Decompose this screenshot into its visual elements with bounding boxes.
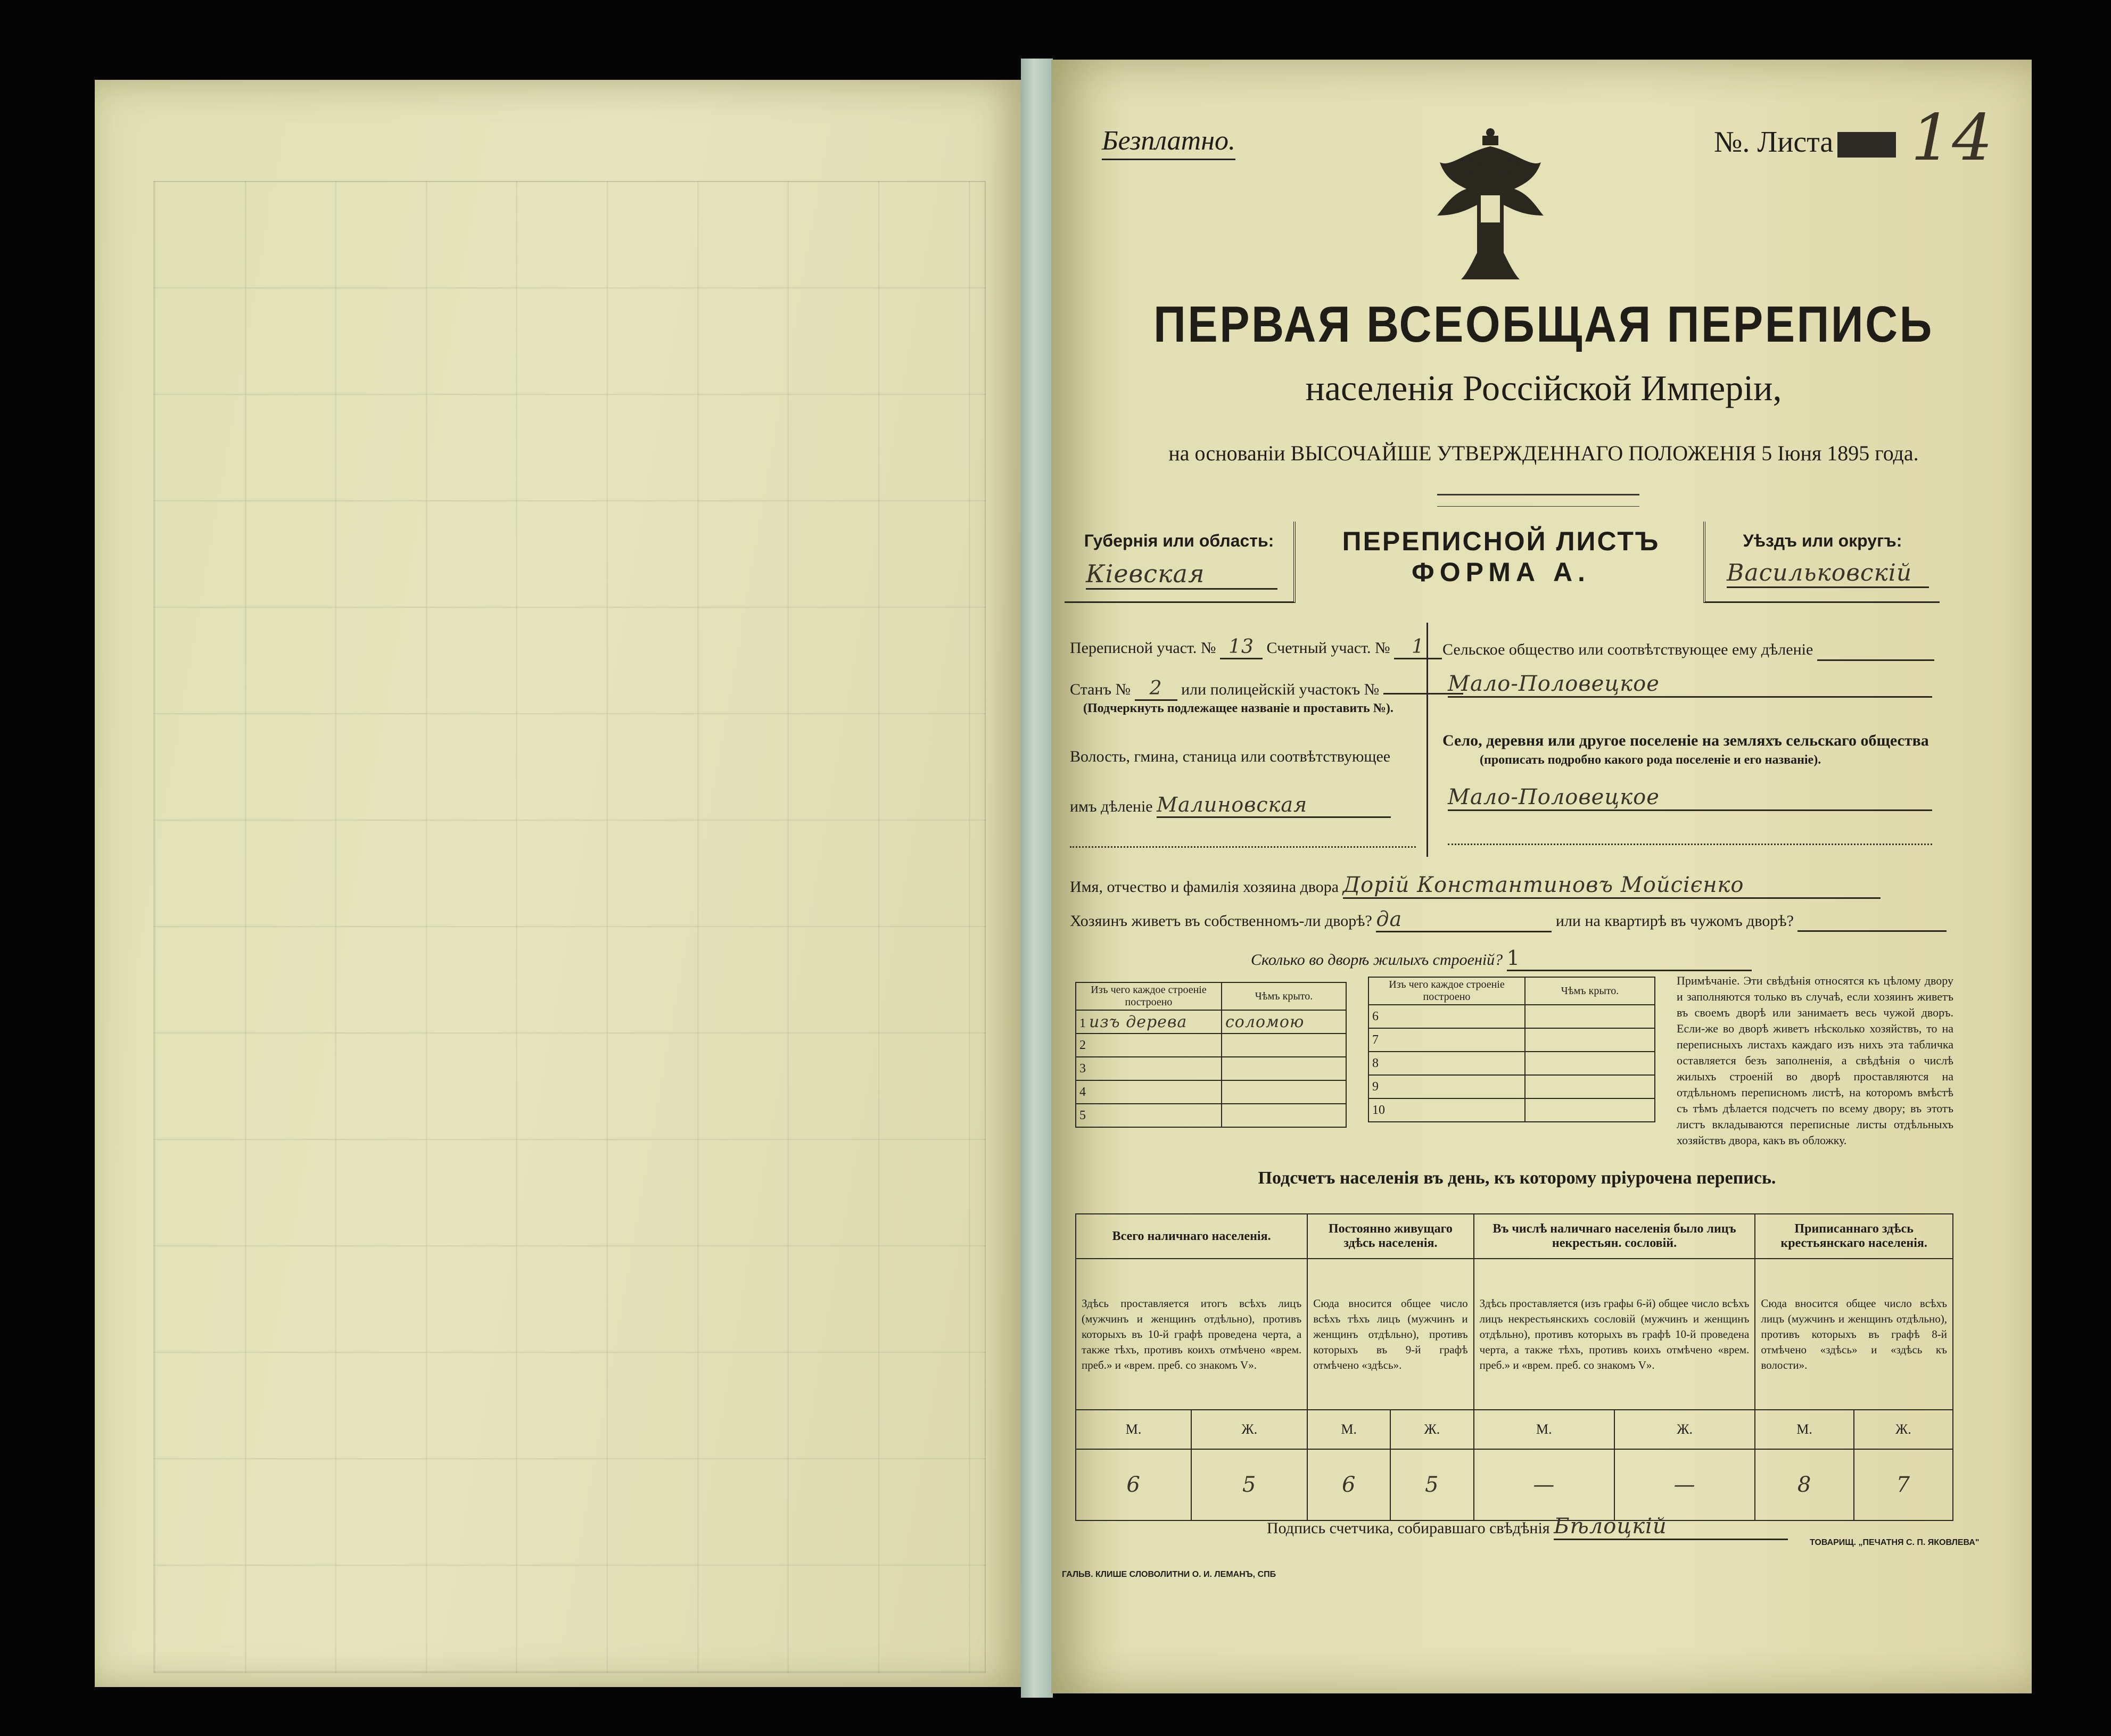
census-section-field: Переписной участ. № 13 Счетный участ. № 1 [1070,636,1442,659]
form-a-title: ФОРМА А. [1412,557,1590,587]
col-roof: Чѣмъ крыто. [1222,982,1346,1010]
own-yard-field: Хозяинъ живетъ въ собственномъ-ли дворѣ? да или на квартирѣ въ чужомъ дворѣ? [1070,907,1947,932]
province-value: Кіевская [1086,559,1277,590]
free-label: Безплатно. [1102,125,1235,160]
district-box [1703,522,1940,603]
village-note: (прописать подробно какого рода поселеніе и его названіе). [1480,753,1821,767]
buildings-note: Примѣчаніе. Эти свѣдѣнія относятся къ цѣлому двору и заполняются только въ случаѣ, если хозяинъ живетъ въ своемъ дворѣ или занимаетъ весь чужой дворъ. Если-же во дворѣ живетъ нѣсколько хозяйствъ, то на переписныхъ листахъ каждаго изъ нихъ эта табличка оставляется безъ заполненія, а свѣдѣнія о числѣ жилыхъ строеній во дворѣ проставляются на отдѣльномъ переписномъ листѣ, на которомъ вмѣстѣ съ тѣмъ дѣлается подсчетъ по всему двору; въ этотъ листъ вкладываются переписные листы отдѣльныхъ хозяйствъ двора, какъ въ обложку. [1677,974,1953,1147]
sheet-number [1714,125,1896,159]
counting-section-value: 1 [1394,636,1442,659]
col-head-registered: Приписаннаго здѣсь крестьянскаго населенія. [1755,1214,1953,1259]
table-row: 1 изъ дерева соломою [1076,1010,1346,1034]
table-row: 3 [1076,1057,1346,1080]
division-field: имъ дѣленіе Малиновская [1070,793,1391,818]
village-label: Село, деревня или другое поселеніе на земляхъ сельскаго общества [1442,732,1929,749]
permanent-male: 6 [1307,1449,1390,1520]
division-extra-line [1070,846,1416,848]
buildings-count-value: 1 [1507,946,1752,971]
stan-field: Станъ № 2 или полицейскій участокъ № [1070,677,1463,701]
district-label: Уѣздъ или округъ: [1743,531,1902,550]
handwritten-page-number: 14 [1911,101,1993,175]
table-row: 8 [1368,1052,1655,1075]
list-title-box [1299,522,1703,601]
table-row: 5 [1076,1104,1346,1127]
column-divider [1426,623,1428,857]
table-row: 7 [1368,1028,1655,1052]
sheet-number-label: №. Листа [1714,126,1834,159]
non-peasant-female: — [1614,1449,1755,1520]
division-value: Малиновская [1157,793,1391,818]
total-female: 5 [1191,1449,1307,1520]
legal-basis: на основаніи ВЫСОЧАЙШЕ УТВЕРЖДЕННАГО ПОЛОЖЕНІЯ 5 Іюня 1895 года. [1168,441,1919,465]
province-box [1065,522,1296,603]
col-material: Изъ чего каждое строеніе построено [1076,982,1222,1010]
total-male: 6 [1076,1449,1191,1520]
village-extra-line [1448,844,1932,845]
stan-value: 2 [1135,677,1177,701]
registered-female: 7 [1854,1449,1953,1520]
own-yard-value: да [1376,907,1552,932]
enumerator-signature: Бѣлоцкій [1554,1514,1788,1540]
buildings-count-field: Сколько во дворѣ жилыхъ строеній? 1 [1251,946,1752,971]
printer-imprint-right: ТОВАРИЩ. „ПЕЧАТНЯ С. П. ЯКОВЛЕВА" [1810,1538,1980,1547]
book-spine [1021,59,1053,1698]
volost-label: Волость, гмина, станица или соотвѣтствующее [1070,748,1391,765]
col-head-non-peasant: Въ числѣ наличнаго населенія было лицъ некрестьян. сословій. [1474,1214,1755,1259]
buildings-table-left [1075,982,1347,1128]
faded-table-grid [153,181,986,1673]
population-title: Подсчетъ населенія въ день, къ которому пріурочена перепись. [1258,1168,1776,1188]
district-value: Васильковскій [1727,559,1929,588]
enumerator-signature-field: Подпись счетчика, собиравшаго свѣдѣнія Бѣлоцкій [1267,1514,1788,1540]
society-field: Сельское общество или соотвѣтствующее ему дѣленіе [1442,636,1934,661]
village-value: Мало-Половецкое [1448,785,1932,811]
form-subtitle: населенія Россійской Имперіи, [1305,368,1782,408]
col-head-total: Всего наличнаго населенія. [1076,1214,1307,1259]
table-row: 9 [1368,1075,1655,1098]
society-value: Мало-Половецкое [1448,672,1932,698]
census-section-value: 13 [1220,636,1263,659]
double-headed-eagle-emblem [1429,125,1552,285]
owner-value: Дорій Константиновъ Мойсієнко [1343,873,1881,899]
buildings-table-right: Изъ чего каждое строеніе построено Чѣмъ крыто. 6 7 8 9 10 [1368,977,1655,1122]
sheet-number-stamp [1837,132,1896,158]
permanent-female: 5 [1390,1449,1473,1520]
non-peasant-male: — [1474,1449,1614,1520]
owner-field: Имя, отчество и фамилія хозяина двора Дорій Константиновъ Мойсієнко [1070,873,1881,899]
province-label: Губернія или область: [1084,531,1274,550]
list-title: ПЕРЕПИСНОЙ ЛИСТЪ [1342,526,1660,556]
ornamental-divider [1437,494,1639,507]
table-row: 4 [1076,1080,1346,1104]
population-values-row [1076,1449,1953,1520]
form-title: ПЕРВАЯ ВСЕОБЩАЯ ПЕРЕПИСЬ [1153,296,1934,353]
table-row: 2 [1076,1034,1346,1057]
underline-note: (Подчеркнуть подлежащее названіе и проставить №). [1083,701,1393,715]
table-row: 6 [1368,1005,1655,1028]
col-head-permanent: Постоянно живущаго здѣсь населенія. [1307,1214,1473,1259]
population-table: Всего наличнаго населенія. Постоянно живущаго здѣсь населенія. Въ числѣ наличнаго населенія было лицъ некрестьян. сословій. Приписаннаго здѣсь крестьянскаго населенія. Здѣсь проставляется итогъ всѣхъ лицъ (мужчинъ и женщинъ отдѣльно), противъ которыхъ въ 10-й графѣ проведена черта, а также тѣхъ, противъ коихъ отмѣчено «врем. преб.» и «врем. преб. со знакомъ V». Сюда вносится общее число всѣхъ тѣхъ лицъ (мужчинъ и женщинъ отдѣльно), противъ которыхъ въ 9-й графѣ отмѣчено «здѣсь». Здѣсь проставляется (изъ графы 6-й) общее число всѣхъ лицъ некрестьянскихъ сословій (мужчинъ и женщинъ отдѣльно), противъ которыхъ въ графѣ 10-й проведена черта, а также тѣхъ, противъ коихъ отмѣчено «врем. преб.» и «врем. преб. со знакомъ V». Сюда вносится общее число всѣхъ лицъ (мужчинъ и женщинъ отдѣльно), противъ которыхъ въ графѣ 8-й отмѣчено «здѣсь» и «здѣсь къ волости». М. Ж. М. Ж. М. Ж. М. Ж. 6 5 6 5 — — 8 7 [1075,1213,1953,1521]
printer-imprint-left: ГАЛЬВ. КЛИШЕ СЛОВОЛИТНИ О. И. ЛЕМАНЪ, СПБ [1062,1570,1276,1579]
left-page [95,80,1021,1687]
registered-male: 8 [1755,1449,1853,1520]
table-row: 10 [1368,1098,1655,1122]
